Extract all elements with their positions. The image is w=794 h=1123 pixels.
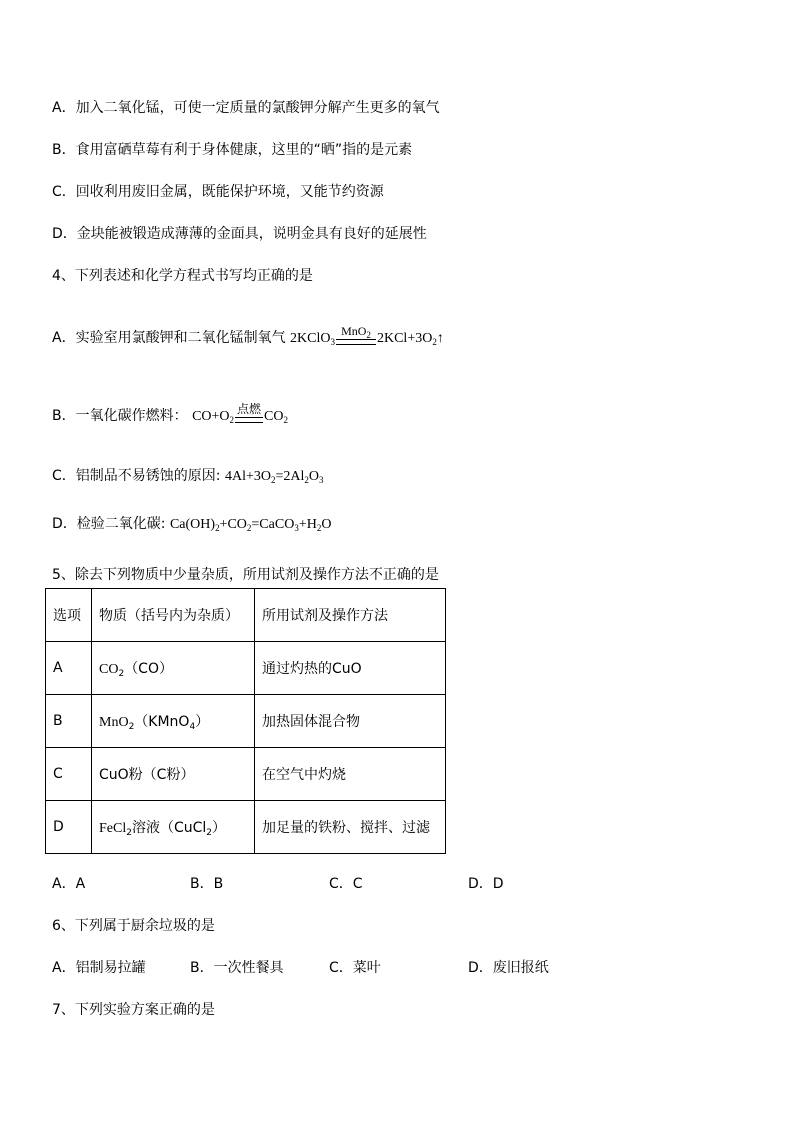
q4-c-equation: $4Al+3O_2=2Al_2O_3$ <box>224 469 324 485</box>
table-cell-method: 通过灼热的CuO <box>255 642 446 695</box>
table-header-row <box>46 589 446 642</box>
q4-option-a <box>52 324 444 349</box>
q5-table <box>45 588 446 854</box>
q4-a-equation: 2KClO$_3$ MnO$_2$ $2KCl+3O_2↑$ <box>290 324 444 347</box>
table-row <box>46 642 446 695</box>
table-row <box>46 801 446 854</box>
q5-choice-c[interactable]: C．C <box>329 876 363 892</box>
table-cell-option: B <box>46 695 92 748</box>
table-cell-method: 在空气中灼烧 <box>255 748 446 801</box>
table-cell-substance: MnO$_2$（KMnO$_4$） <box>92 695 255 748</box>
q3-option-c: C．回收利用废旧金属，既能保护环境，又能节约资源 <box>52 184 384 200</box>
q4-b-text: B．一氧化碳作燃料： <box>52 408 188 424</box>
q4-d-text: D．检验二氧化碳: <box>52 516 170 532</box>
table-cell-option: A <box>46 642 92 695</box>
table-cell-method: 加热固体混合物 <box>255 695 446 748</box>
q5-choice-d[interactable]: D．D <box>468 876 504 892</box>
q3-option-b: B．食用富硒草莓有利于身体健康，这里的“晒”指的是元素 <box>52 142 413 158</box>
q4-d-equation: $Ca(OH)_2+CO_2=CaCO_3+H_2O$ <box>169 517 332 533</box>
q5-choices <box>0 874 794 894</box>
q5-choice-b[interactable]: B．B <box>190 876 224 892</box>
table-header-cell: 物质（括号内为杂质） <box>92 589 255 642</box>
q6-choices <box>0 958 794 978</box>
table-cell-substance: FeCl$_2$溶液（CuCl$_2$） <box>92 801 255 854</box>
q6-choice-c[interactable]: C．菜叶 <box>329 960 381 976</box>
q4-b-equation: $CO+O_2$ 点燃 $CO_2$ <box>192 402 288 425</box>
q3-option-d: D．金块能被锻造成薄薄的金面具，说明金具有良好的延展性 <box>52 226 427 242</box>
q6-choice-d[interactable]: D．废旧报纸 <box>468 960 549 976</box>
q4-option-b <box>52 402 288 427</box>
q4-a-text: A．实验室用氯酸钾和二氧化锰制氧气 <box>52 330 286 346</box>
reaction-condition-arrow: 点燃 <box>235 409 263 427</box>
table-header-cell: 所用试剂及操作方法 <box>255 589 446 642</box>
q3-option-a: A．加入二氧化锰，可使一定质量的氯酸钾分解产生更多的氧气 <box>52 100 440 116</box>
q4-c-text: C．铝制品不易锈蚀的原因: <box>52 468 221 484</box>
table-header-cell: 选项 <box>46 589 92 642</box>
q6-choice-a[interactable]: A．铝制易拉罐 <box>52 960 146 976</box>
table-cell-substance: $CO_2(CO)$ <box>92 642 255 695</box>
gas-arrow-icon: ↑ <box>436 331 444 346</box>
reaction-condition-arrow: MnO$_2$ <box>336 331 376 349</box>
q7-stem: 7、下列实验方案正确的是 <box>52 1002 215 1018</box>
table-cell-option: C <box>46 748 92 801</box>
table-cell-method: 加足量的铁粉、搅拌、过滤 <box>255 801 446 854</box>
table-cell-option: D <box>46 801 92 854</box>
q6-stem: 6、下列属于厨余垃圾的是 <box>52 918 215 934</box>
q4-stem: 4、下列表述和化学方程式书写均正确的是 <box>52 268 313 284</box>
table-row <box>46 748 446 801</box>
q5-choice-a[interactable]: A．A <box>52 876 86 892</box>
q6-choice-b[interactable]: B．一次性餐具 <box>190 960 284 976</box>
table-row <box>46 695 446 748</box>
q4-option-d <box>52 514 331 535</box>
q4-option-c <box>52 466 324 487</box>
q5-stem: 5、除去下列物质中少量杂质，所用试剂及操作方法不正确的是 <box>52 567 439 583</box>
table-cell-substance: CuO粉（C粉） <box>92 748 255 801</box>
